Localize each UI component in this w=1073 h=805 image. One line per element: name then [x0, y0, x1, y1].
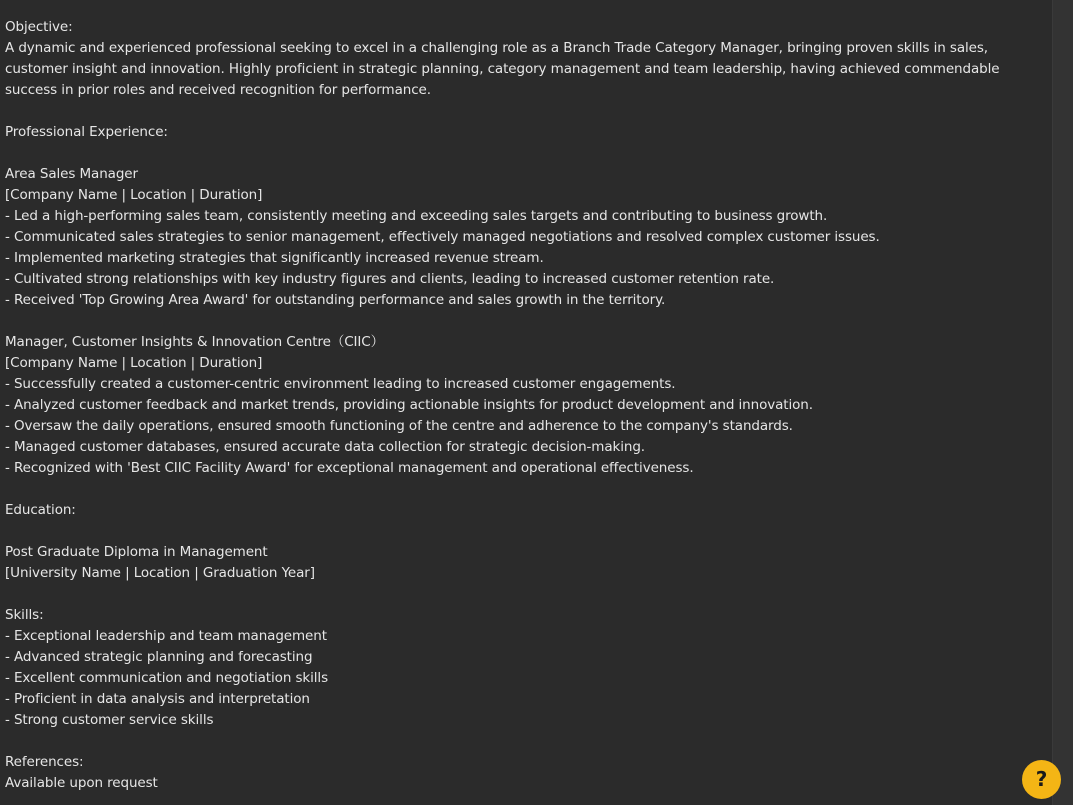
spacer [5, 101, 1040, 122]
job-meta: [Company Name | Location | Duration] [5, 187, 263, 203]
spacer [5, 479, 1040, 500]
skills-heading: Skills: [5, 607, 44, 623]
spacer [5, 143, 1040, 164]
job-bullet: - Led a high-performing sales team, consistently meeting and exceeding sales targets and contributing to business growth. [5, 208, 828, 224]
skill-item: - Advanced strategic planning and forecasting [5, 649, 313, 665]
skill-item: - Exceptional leadership and team management [5, 628, 327, 644]
references-text: Available upon request [5, 775, 158, 791]
spacer [5, 731, 1040, 752]
question-mark-icon: ? [1035, 767, 1048, 791]
spacer [5, 521, 1040, 542]
job-bullet: - Implemented marketing strategies that significantly increased revenue stream. [5, 250, 544, 266]
job-title: Manager, Customer Insights & Innovation Centre（CIIC） [5, 334, 385, 350]
education-heading: Education: [5, 502, 76, 518]
education-degree: Post Graduate Diploma in Management [5, 544, 268, 560]
resume-document [5, 17, 1040, 794]
job-bullet: - Communicated sales strategies to senior management, effectively managed negotiations and resolved complex customer issues. [5, 229, 880, 245]
objective-heading: Objective: [5, 19, 73, 35]
job-bullet: - Received 'Top Growing Area Award' for outstanding performance and sales growth in the territory. [5, 292, 666, 308]
job-bullet: - Oversaw the daily operations, ensured smooth functioning of the centre and adherence to the company's standards. [5, 418, 793, 434]
help-button[interactable] [1022, 760, 1061, 799]
job-bullet: - Managed customer databases, ensured accurate data collection for strategic decision-making. [5, 439, 645, 455]
job-meta: [Company Name | Location | Duration] [5, 355, 263, 371]
job-title: Area Sales Manager [5, 166, 138, 182]
job-bullet: - Successfully created a customer-centric environment leading to increased customer engagements. [5, 376, 676, 392]
spacer [5, 311, 1040, 332]
references-heading: References: [5, 754, 84, 770]
spacer [5, 584, 1040, 605]
skill-item: - Excellent communication and negotiation skills [5, 670, 328, 686]
skill-item: - Proficient in data analysis and interpretation [5, 691, 310, 707]
job-bullet: - Cultivated strong relationships with key industry figures and clients, leading to increased customer retention rate. [5, 271, 775, 287]
objective-text: A dynamic and experienced professional seeking to excel in a challenging role as a Branch Trade Category Manager, bringing proven skills in sales, customer insight and innovation. Highly proficient in strategic planning, category management and team leadership, having achieved commendable success in prior roles and received recognition for performance. [5, 40, 1000, 98]
job-bullet: - Analyzed customer feedback and market trends, providing actionable insights for product development and innovation. [5, 397, 813, 413]
education-meta: [University Name | Location | Graduation Year] [5, 565, 315, 581]
scrollbar[interactable] [1052, 0, 1073, 805]
skill-item: - Strong customer service skills [5, 712, 214, 728]
experience-heading: Professional Experience: [5, 124, 168, 140]
job-bullet: - Recognized with 'Best CIIC Facility Award' for exceptional management and operational effectiveness. [5, 460, 694, 476]
